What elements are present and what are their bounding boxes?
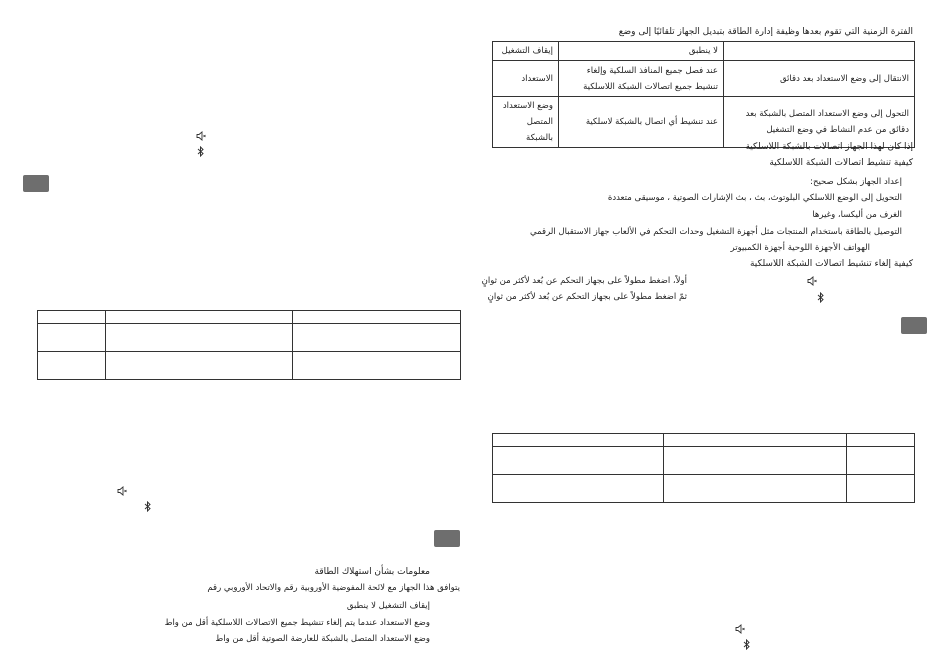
energy-line: وضع الاستعداد عندما يتم إلغاء تنشيط جميع الاتصالات اللاسلكية أقل من واط	[164, 618, 430, 628]
wireless-intro: إذا كان لهذا الجهاز اتصالات بالشبكة اللاسلكية	[745, 142, 913, 152]
table-cell: وضع الاستعداد المتصل بالشبكة	[493, 97, 559, 148]
power-management-table	[492, 41, 915, 148]
speaker-icon	[196, 131, 207, 141]
speaker-icon	[807, 276, 818, 286]
setup-line: إعداد الجهاز بشكل صحيح:	[810, 177, 902, 187]
energy-line: وضع الاستعداد المتصل بالشبكة للعارضة الصوتية أقل من واط	[215, 634, 430, 644]
table-cell: عند فصل جميع المنافذ السلكية وإلغاء تنشيط جميع اتصالات الشبكة اللاسلكية	[559, 61, 724, 97]
speaker-icon	[735, 624, 746, 634]
deactivate-step: ثمّ اضغط مطولاً على بجهاز التحكم عن بُعد لأكثر من ثوانٍ	[487, 292, 687, 302]
table-cell: الانتقال إلى وضع الاستعداد بعد دقائق	[724, 61, 915, 97]
deactivate-heading: كيفية إلغاء تنشيط اتصالات الشبكة اللاسلكية	[749, 259, 913, 269]
setup-item: التوصيل بالطاقة باستخدام المنتجات مثل أجهزة التشغيل وحدات التحكم في الألعاب جهاز الاستقبال الرقمي	[530, 227, 902, 237]
section-tab	[901, 317, 927, 334]
table-cell	[724, 42, 915, 61]
table-cell: لا ينطبق	[559, 42, 724, 61]
empty-table-right	[492, 433, 915, 503]
bluetooth-icon	[144, 501, 152, 512]
table-cell: عند تنشيط أي اتصال بالشبكة لاسلكية	[559, 97, 724, 148]
table-title: الفترة الزمنية التي تقوم بعدها وظيفة إدارة الطاقة بتبديل الجهاز تلقائيًا إلى وضع	[618, 27, 913, 37]
table-cell: التحول إلى وضع الاستعداد المتصل بالشبكة بعد دقائق من عدم النشاط في وضع التشغيل	[724, 97, 915, 148]
section-tab	[434, 530, 460, 547]
bluetooth-icon	[197, 146, 205, 157]
bluetooth-icon	[817, 292, 825, 303]
activate-heading: كيفية تنشيط اتصالات الشبكة اللاسلكية	[769, 158, 913, 168]
energy-heading: معلومات بشأن استهلاك الطاقة	[314, 567, 430, 577]
energy-line: إيقاف التشغيل لا ينطبق	[346, 601, 430, 611]
setup-item: الهواتف الأجهزة اللوحية أجهزة الكمبيوتر	[730, 243, 870, 253]
setup-item: التحويل إلى الوضع اللاسلكي البلوتوث، بث ، بث الإشارات الصوتية ، موسيقى متعددة	[607, 193, 902, 203]
speaker-icon	[117, 486, 128, 496]
setup-item: الغرف من أليكسا، وغيرها	[812, 210, 902, 220]
section-tab	[23, 175, 49, 192]
deactivate-step: أولاً، اضغط مطولاً على بجهاز التحكم عن بُعد لأكثر من ثوانٍ	[481, 276, 687, 286]
energy-line: يتوافق هذا الجهاز مع لائحة المفوضية الأوروبية رقم والاتحاد الأوروبي رقم	[207, 583, 460, 593]
bluetooth-icon	[743, 639, 751, 650]
table-cell: الاستعداد	[493, 61, 559, 97]
table-cell: إيقاف التشغيل	[493, 42, 559, 61]
empty-table-left	[37, 310, 461, 380]
